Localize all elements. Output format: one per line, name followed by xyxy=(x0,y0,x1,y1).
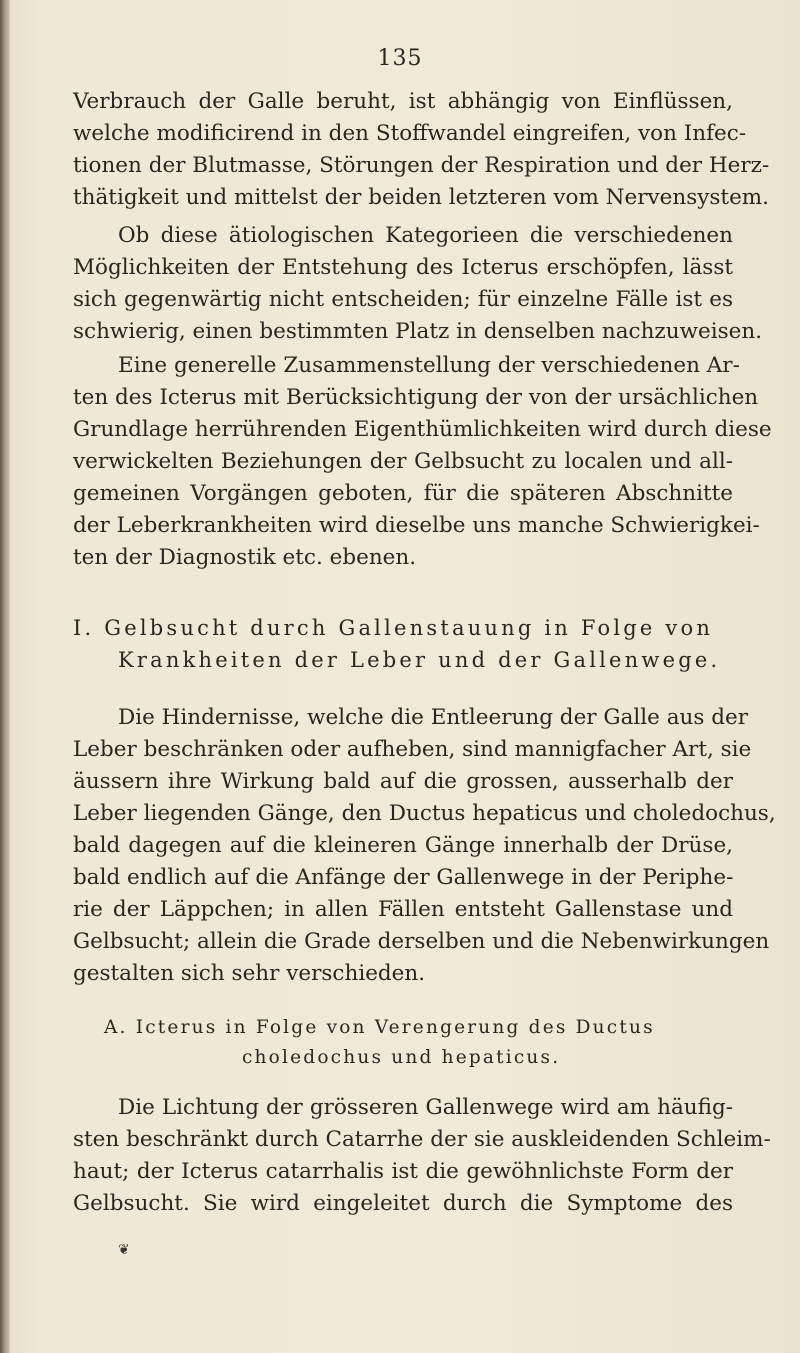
subsection-heading: choledochus und hepaticus. xyxy=(242,1047,561,1068)
text-line: ten der Diagnostik etc. ebenen. xyxy=(73,545,417,570)
text-line: Leber beschränken oder aufheben, sind mannigfacher Art, sie xyxy=(73,737,752,762)
page-number: 135 xyxy=(377,46,423,71)
text-line: sich gegenwärtig nicht entscheiden; für einzelne Fälle ist es xyxy=(73,287,733,312)
text-line: haut; der Icterus catarrhalis ist die gewöhnlichste Form der xyxy=(73,1159,733,1184)
text-line: Eine generelle Zusammenstellung der verschiedenen Ar- xyxy=(118,353,740,378)
text-line: gestalten sich sehr verschieden. xyxy=(73,961,426,986)
text-line: sten beschränkt durch Catarrhe der sie auskleidenden Schleim- xyxy=(73,1127,771,1152)
text-line: Verbrauch der Galle beruht, ist abhängig von Einflüssen, xyxy=(73,89,733,114)
text-line: Gelbsucht; allein die Grade derselben und die Nebenwirkungen xyxy=(73,929,770,954)
text-line: Ob diese ätiologischen Kategorieen die verschiedenen xyxy=(118,223,733,248)
text-line: der Leberkrankheiten wird dieselbe uns manche Schwierigkei- xyxy=(73,513,760,538)
text-line: Möglichkeiten der Entstehung des Icterus erschöpfen, lässt xyxy=(73,255,733,280)
text-line: thätigkeit und mittelst der beiden letzteren vom Nervensystem. xyxy=(73,185,770,210)
text-line: rie der Läppchen; in allen Fällen entsteht Gallenstase und xyxy=(73,897,733,922)
text-line: Grundlage herrührenden Eigenthümlichkeiten wird durch diese xyxy=(73,417,772,442)
text-line: äussern ihre Wirkung bald auf die grossen, ausserhalb der xyxy=(73,769,733,794)
text-line: verwickelten Beziehungen der Gelbsucht zu localen und all- xyxy=(73,449,733,474)
text-line: tionen der Blutmasse, Störungen der Respiration und der Herz- xyxy=(73,153,770,178)
text-line: Leber liegenden Gänge, den Ductus hepaticus und choledochus, xyxy=(73,801,776,826)
section-heading: Krankheiten der Leber und der Gallenwege. xyxy=(118,648,721,672)
book-spine-shadow xyxy=(0,0,10,1353)
subsection-heading: A. Icterus in Folge von Verengerung des Ductus xyxy=(104,1017,655,1038)
printer-mark: ❦ xyxy=(118,1242,130,1258)
text-line: ten des Icterus mit Berücksichtigung der von der ursächlichen xyxy=(73,385,759,410)
text-line: bald dagegen auf die kleineren Gänge innerhalb der Drüse, xyxy=(73,833,733,858)
text-line: bald endlich auf die Anfänge der Gallenwege in der Periphe- xyxy=(73,865,734,890)
text-line: schwierig, einen bestimmten Platz in denselben nachzuweisen. xyxy=(73,319,763,344)
text-line: Gelbsucht. Sie wird eingeleitet durch die Symptome des xyxy=(73,1191,733,1216)
text-line: welche modificirend in den Stoffwandel eingreifen, von Infec- xyxy=(73,121,747,146)
text-line: Die Hindernisse, welche die Entleerung der Galle aus der xyxy=(118,705,749,730)
section-heading: I. Gelbsucht durch Gallenstauung in Folge von xyxy=(73,616,714,640)
text-line: gemeinen Vorgängen geboten, für die späteren Abschnitte xyxy=(73,481,733,506)
text-line: Die Lichtung der grösseren Gallenwege wird am häufig- xyxy=(118,1095,733,1120)
